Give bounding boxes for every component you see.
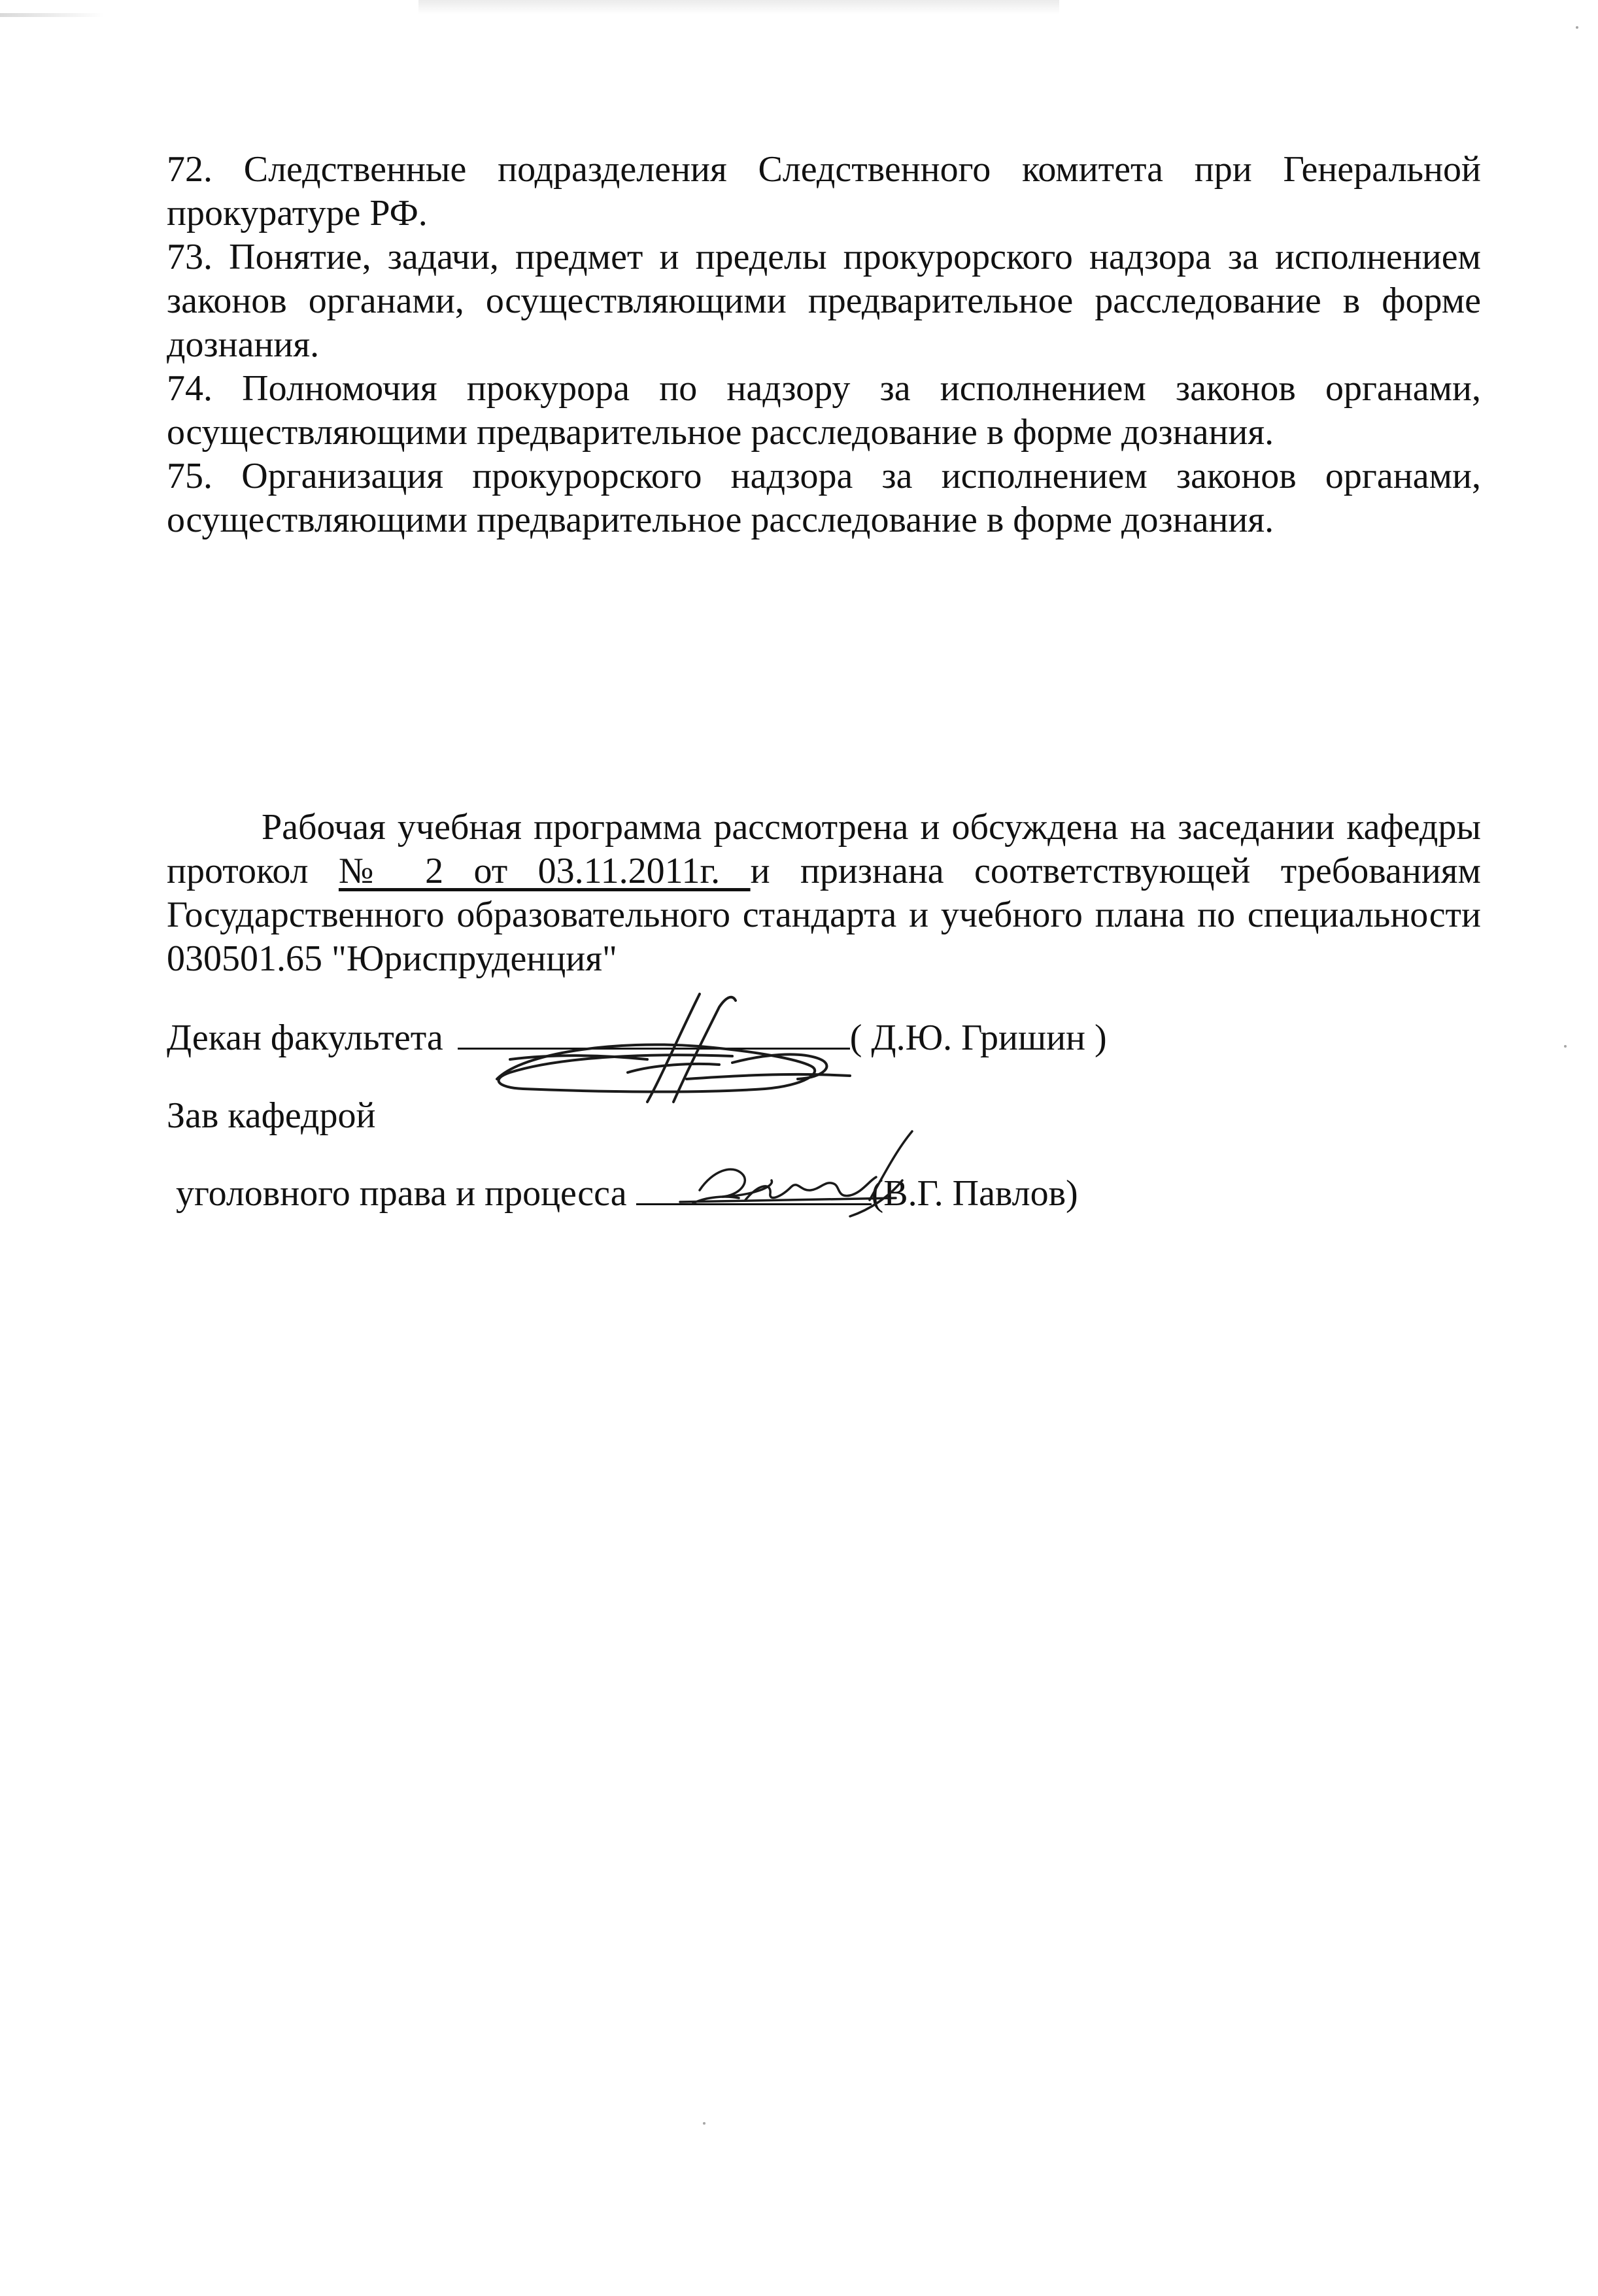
approval-text-after: и признана соответствующей требованиям Государственного образовательного стандарта и учебного плана по специальности 030501.65 "Юриспруденция" xyxy=(167,851,1481,979)
head-label: Зав кафедрой xyxy=(167,1095,376,1136)
list-item: 74. Полномочия прокурора по надзору за исполнением законов органами, осуществляющими предварительное расследование в форме дознания. xyxy=(167,368,1481,453)
approval-statement xyxy=(167,806,1481,981)
approval-text-before: Рабочая учебная программа рассмотрена и обсуждена на заседании кафедры протокол xyxy=(167,807,1481,891)
head-label-line xyxy=(167,1094,375,1138)
head-signature-blank xyxy=(636,1171,872,1205)
question-list xyxy=(167,148,1481,542)
scan-artifact-left xyxy=(0,13,105,17)
protocol-reference: № 2 от 03.11.2011г. xyxy=(338,851,751,891)
list-item: 75. Организация прокурорского надзора за исполнением законов органами, осуществляющими предварительное расследование в форме дознания. xyxy=(167,456,1481,540)
scan-speck xyxy=(1576,26,1578,29)
head-signature-line xyxy=(167,1171,1078,1216)
dean-name: ( Д.Ю. Гришин ) xyxy=(849,1018,1107,1058)
dean-signature-line xyxy=(167,1015,1107,1060)
list-item: 73. Понятие, задачи, предмет и пределы прокурорского надзора за исполнением законов органами, осуществляющими предварительное расследование в форме дознания. xyxy=(167,237,1481,365)
department-label: уголовного права и процесса xyxy=(176,1173,627,1214)
head-name: (В.Г. Павлов) xyxy=(871,1173,1078,1214)
scan-speck xyxy=(703,2122,706,2125)
scan-artifact-top xyxy=(418,0,1059,14)
dean-label: Декан факультета xyxy=(167,1018,443,1058)
list-item: 72. Следственные подразделения Следственного комитета при Генеральной прокуратуре РФ. xyxy=(167,149,1481,233)
approval-paragraph xyxy=(167,806,1481,981)
scan-speck xyxy=(1564,1045,1567,1048)
dean-signature-blank xyxy=(458,1015,850,1050)
